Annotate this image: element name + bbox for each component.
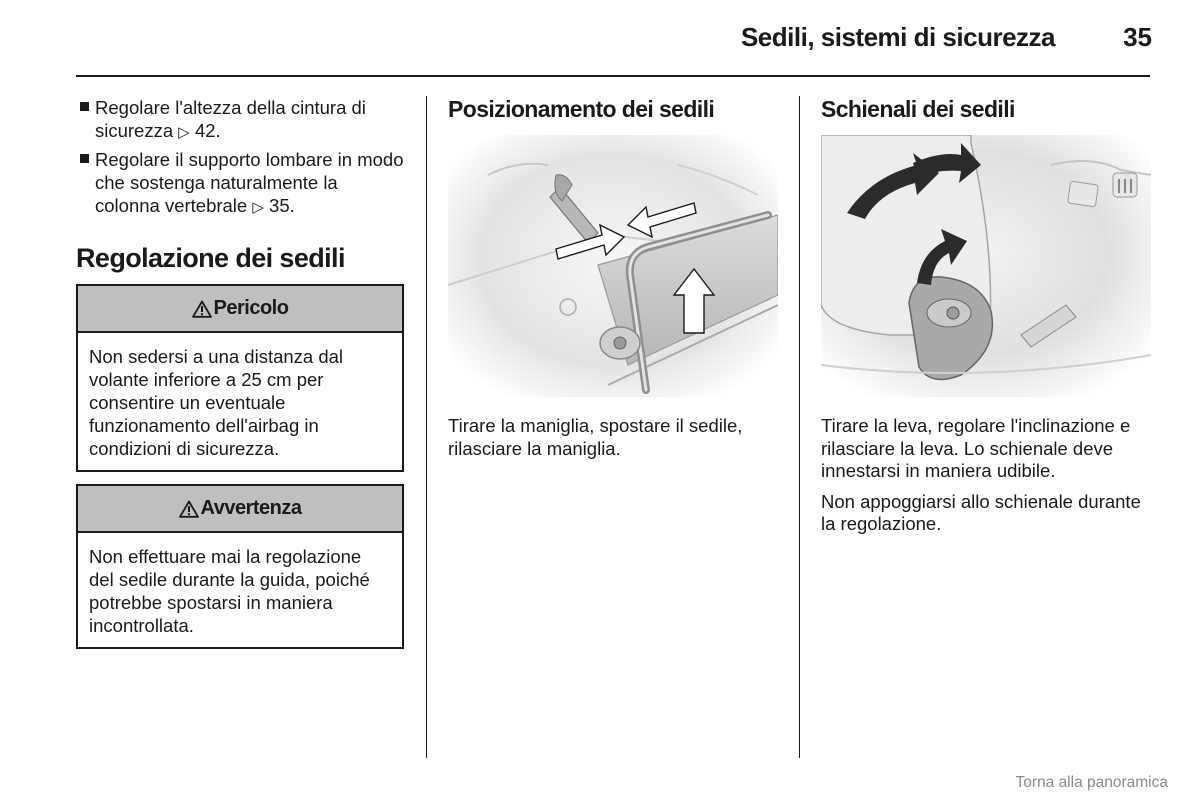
page-reference-icon: ▷ [252, 199, 264, 216]
seat-positioning-heading: Posizionamento dei sedili [448, 96, 715, 122]
page-header-title: Sedili, sistemi di sicurezza [740, 22, 1055, 52]
seat-backrest-illustration [821, 135, 1151, 397]
column-1 [76, 96, 404, 661]
warning-triangle-icon [179, 500, 199, 518]
column-divider-1 [426, 96, 427, 758]
danger-box-header [78, 286, 402, 333]
square-bullet-icon [80, 102, 89, 111]
bullet-list [76, 96, 404, 219]
warning-box-header [78, 486, 402, 533]
warning-box-title: Avvertenza [200, 497, 302, 519]
list-item [76, 96, 404, 144]
warning-box-text: Non effettuare mai la regolazione del sedile durante la guida, poiché potrebbe spostarsi in maniera incontrollata. [89, 546, 370, 636]
page-reference[interactable]: 42. [194, 120, 221, 141]
column-2 [448, 96, 778, 460]
page-reference-icon: ▷ [178, 124, 190, 141]
danger-box-text: Non sedersi a una distanza dal volante inferiore a 25 cm per consentire un eventuale funzionamento dell'airbag in condizioni di sicurezza. [89, 346, 344, 459]
seat-positioning-text: Tirare la maniglia, spostare il sedile, rilasciare la maniglia. [448, 415, 743, 459]
seat-backrest-text: Tirare la leva, regolare l'inclinazione e rilasciare la leva. Lo schienale deve innestarsi in maniera udibile. [821, 415, 1131, 481]
list-item [76, 148, 404, 219]
warning-box [76, 484, 404, 649]
section-heading: Regolazione dei sedili [76, 243, 345, 273]
bullet-text: Regolare l'altezza della cintura di sicurezza [95, 97, 366, 141]
seat-rail-illustration [448, 135, 778, 397]
danger-box [76, 284, 404, 472]
bullet-text: Regolare il supporto lombare in modo che sostenga naturalmente la colonna vertebrale [95, 149, 404, 216]
column-divider-2 [799, 96, 800, 758]
header-rule [76, 75, 1150, 77]
page-reference[interactable]: 35. [269, 195, 295, 216]
warning-triangle-icon [192, 300, 212, 318]
seat-backrest-heading: Schienali dei sedili [821, 96, 1015, 122]
back-to-overview-link[interactable]: Torna alla panoramica [1015, 774, 1168, 791]
page-number: 35 [1123, 22, 1152, 52]
column-3 [821, 96, 1151, 536]
square-bullet-icon [80, 154, 89, 163]
seat-backrest-note: Non appoggiarsi allo schienale durante la regolazione. [821, 490, 1141, 534]
danger-box-title: Pericolo [213, 297, 289, 319]
